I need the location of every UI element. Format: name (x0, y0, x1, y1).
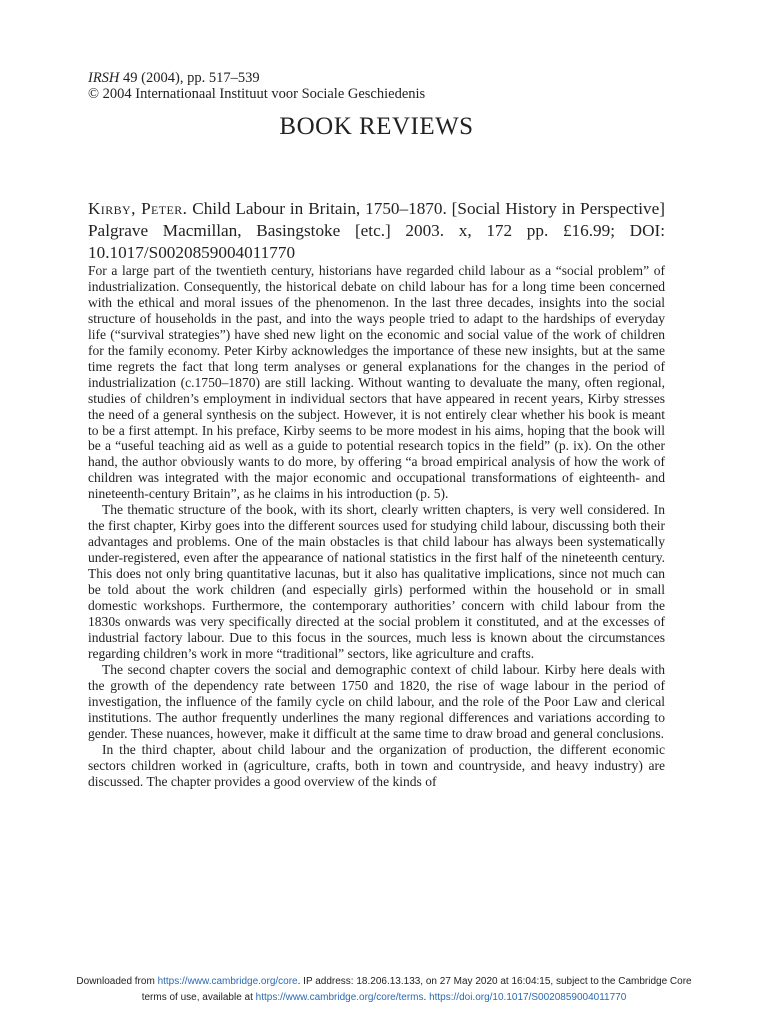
footer-line-2 (0, 990, 768, 1006)
footer-text: Downloaded from (76, 976, 158, 987)
download-footer (0, 974, 768, 1005)
book-citation (88, 198, 665, 264)
journal-volume-pages: 49 (2004), pp. 517–539 (119, 70, 260, 86)
cambridge-core-link[interactable]: https://www.cambridge.org/core (157, 976, 298, 987)
footer-line-1 (0, 974, 768, 990)
review-paragraph: The thematic structure of the book, with its short, clearly written chapters, is very well considered. In the first chapter, Kirby goes into the different sources used for studying child labour, discussing both their advantages and problems. One of the main obstacles is that child labour has always been systematically under-registered, even after the appearance of national statistics in the first half of the nineteenth century. This does not only bring quantitative lacunas, but it also has qualitative implications, since not much can be told about the work children (and especially girls) performed within the household or in small domestic workshops. Furthermore, the contemporary authorities’ concern with child labour from the 1830s onwards was very specifically directed at the social problem it constituted, and at the excesses of industrial factory labour. Due to this focus in the sources, much less is known about the circumstances regarding children’s work in more “traditional” sectors, like agriculture and crafts. (88, 502, 665, 661)
review-paragraph: The second chapter covers the social and demographic context of child labour. Kirby here deals with the growth of the dependency rate between 1750 and 1820, the rise of wage labour in the period of investigation, the influence of the family cycle on child labour, and the role of the Poor Law and clerical institutions. The author frequently underlines the many regional differences and variations according to gender. These nuances, however, make it difficult at the same time to draw broad and general conclusions. (88, 661, 665, 741)
review-paragraph: For a large part of the twentieth century, historians have regarded child labour as a “social problem” of industrialization. Consequently, the historical debate on child labour has for a long time been concerned with the ethical and moral issues of the phenomenon. In the last three decades, insights into the social structure of households in the past, and into the ways people tried to adapt to the hardships of everyday life (“survival strategies”) have shed new light on the economic and social value of the work of children for the family economy. Peter Kirby acknowledges the importance of these new insights, but at the same time regrets the fact that long term analyses or general explanations for the changes in the period of industrialization (c.1750–1870) are still lacking. Without wanting to devaluate the many, often regional, studies of children’s employment in individual sectors that have appeared in recent years, Kirby stresses the need of a general synthesis on the subject. However, it is not entirely clear whether his book is meant to be a first attempt. In his preface, Kirby seems to be more modest in his aims, hoping that the book will be a “useful teaching aid as well as a guide to potential research topics in the field” (p. ix). On the other hand, the author obviously wants to do more, by offering “a broad empirical analysis of how the work of children was integrated with the major economic and occupational transformations of eighteenth- and nineteenth-century Britain”, as he claims in his introduction (p. 5). (88, 263, 665, 502)
section-title: BOOK REVIEWS (279, 113, 474, 140)
footer-text: . (423, 991, 430, 1003)
footer-text: . IP address: 18.206.13.133, on 27 May 2020 at 16:04:15, subject to the Cambridge Core (297, 976, 692, 987)
book-details: Child Labour in Britain, 1750–1870. [Social History in Perspective] Palgrave Macmillan, Basingstoke [etc.] 2003. x, 172 pp. £16.99; DOI: 10.1017/S0020859004011770 (88, 199, 665, 262)
footer-text: terms of use, available at (141, 991, 256, 1003)
doi-link[interactable]: https://doi.org/10.1017/S0020859004011770 (429, 991, 627, 1003)
review-paragraph: In the third chapter, about child labour and the organization of production, the different economic sectors children worked in (agriculture, crafts, both in town and countryside, and heavy industry) are discussed. The chapter provides a good overview of the kinds of (88, 741, 665, 789)
journal-name: IRSH (88, 70, 120, 86)
copyright-notice: © 2004 Internationaal Instituut voor Sociale Geschiedenis (88, 86, 426, 102)
journal-citation (88, 70, 260, 87)
terms-link[interactable]: https://www.cambridge.org/core/terms (255, 991, 424, 1003)
book-author: Kirby, Peter. (88, 199, 188, 218)
review-body (88, 263, 665, 789)
